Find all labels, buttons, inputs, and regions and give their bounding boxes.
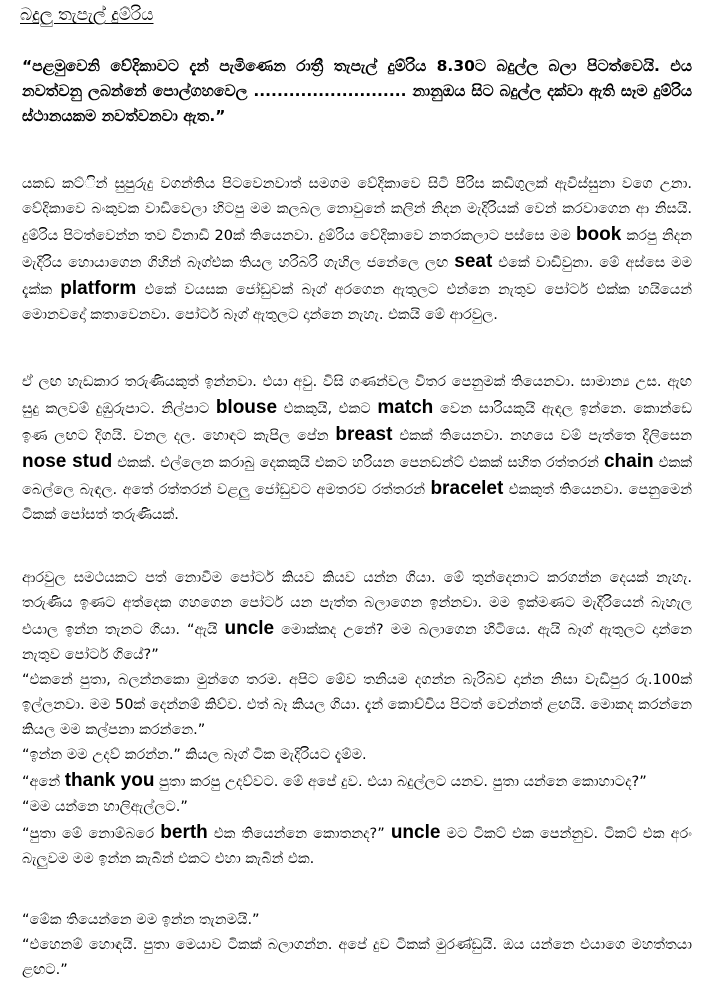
english-term: platform xyxy=(60,278,137,299)
english-term: bracelet xyxy=(430,478,504,499)
text-run: එකකුත් තියෙනවා. පෙනුමෙන් ටිකක් පෝසත් තරුණියක්. xyxy=(22,482,692,523)
paragraph-line xyxy=(22,908,692,933)
text-run: එකක් තියෙනවා. නහයෙ වම් පැත්තෙ දිලිසෙන xyxy=(392,428,693,444)
text-run: “මම යන්නෙ හාලිඇල්ලට.” xyxy=(22,799,188,815)
paragraph xyxy=(22,370,692,528)
text-run: මට ටිකට් එක පෙන්නුව. ටිකට් එක අරං බැලුවම මම ඉන්න කැබින් එකට එහා කැබින් එක. xyxy=(22,826,692,867)
english-term: uncle xyxy=(224,618,275,639)
text-run: එකක්. එල්ලෙන කරාබු දෙකකුයි එකට හරියන පෙනඩන්ට් එකක් සහිත රත්තරන් xyxy=(112,455,604,471)
text-run: “මේක තියෙන්නෙ මම ඉන්න තැනමයි.” xyxy=(22,912,260,928)
station-announcement-quote: “පළමුවෙනි වේදිකාවට දැන් පැමිණෙන රාත්‍රී තැපැල් දුම්රිය 8.30ට බදුල්ල බලා පිටත්වෙයි. එය නවත්වනු ලබන්නේ පොල්ගහවෙල .......................... නානුඔය සිට බදුල්ල දක්වා ඇති සෑම දුම්රිය ස්ථානයකම නවත්වනවා ඇත.” xyxy=(22,57,692,125)
paragraph xyxy=(22,908,692,983)
paragraph-line xyxy=(22,566,692,668)
text-run: “ඉන්න මම උදව් කරන්න.” කියල බෑග් ටික මැදිරියට දැම්ම. xyxy=(22,747,367,763)
paragraph-line xyxy=(22,933,692,983)
paragraph-line xyxy=(22,768,692,795)
text-run: “එකනේ පුතා, බලන්නකො මුන්ගෙ තරම. අපිට මේව තනියම දගන්න බැරිබව දාන්න නිසා වැඩිපුර රු.100ක් ඉල්ලනවා. මම 50ක් දෙන්නම් කිව්ව. එත් බෑ කියල ගියා. දැන් කොච්චිය පිටත් වෙන්නත් ළඟයි. මොකද කරන්නෙ කියල මම කල්පනා කරන්නෙ.” xyxy=(22,672,692,738)
text-run: කරපු නිදන මැදිරිය හොයාගෙන ගිහින් බෑග්එක තියල හරිබරි ගැහිල ජනේලෙ ලඟ xyxy=(22,228,693,271)
paragraph xyxy=(22,172,692,328)
paragraph-line xyxy=(22,668,692,743)
english-term: berth xyxy=(160,822,208,843)
english-term: blouse xyxy=(215,397,278,418)
text-run: එකේ වාඩිවුනා. මේ අස්සෙ මම දැක්ක xyxy=(22,255,692,298)
text-run: යකඩ කට්ින් සුපුරුදු වගන්තිය පිටවෙනවාත් සමගම වේදිකාවෙ සිටි පිරිස කඩිගුලක් ඇවිස්සුනා වගෙ උනා. වේදිකාවෙ බංකුවක වාඩිවෙලා හිටපු මම කලබල නොවුනේ කලින් නිදන මැදිරියක් වෙන් කරවාගෙන ආ නිසයි. දුම්රිය පිටත්වෙන්න තව විනාඩි 20ක් තියෙනවා. දුම්රිය වේදිකාවෙ නතරකලාට පස්සෙ මම xyxy=(22,176,692,244)
text-run: “අනේ xyxy=(22,774,65,790)
english-term: nose stud xyxy=(22,451,113,472)
text-run: වෙන සාරියකුයි ඇඳල ඉන්නෙ. කොන්ඩෙ ඉණ ලඟට දිගයි. වනල දල. හොඳට කැපිල පේන xyxy=(22,401,693,444)
paragraph-line xyxy=(22,172,692,328)
paragraph xyxy=(22,566,692,872)
english-term: match xyxy=(377,397,434,418)
english-term: seat xyxy=(454,251,493,272)
text-run: එකේ වයසක ජෝඩුවක් බෑග් අරගෙන ඇතුලට එන්නෙ නැතුව පෝටර් එක්ක හයියෙන් මොනවදෝ කතාවෙනවා. පෝටර් බෑග් ඇතුලට දාන්නෙ නැහැ. එකයි මේ ආරවුල. xyxy=(22,282,692,323)
text-run: එකකුයි, එකට xyxy=(277,401,378,417)
paragraph-line xyxy=(22,795,692,820)
text-run: මොක්කද උනේ? මම බලාගෙන හිටියෙ. ඇයි බෑග් ඇතුලට දාන්නෙ නැතුව පෝටර් ගියේ?” xyxy=(22,622,692,663)
text-run: පුතා කරපු උදව්වට. මේ අපේ දුව. එයා බදුල්ලට යනව. පුතා යන්නෙ කොහාටද?” xyxy=(154,774,647,790)
english-term: uncle xyxy=(390,822,441,843)
text-run: ඒ ලඟ හැඩකාර තරුණියකුත් ඉන්නවා. එයා අවු. විසි ගණන්වල විතර පෙනුමක් තියෙනවා. සාමාන්‍ය උස. ඇඟ සුදු කලවම් දුඹුරුපාට. නිල්පාට xyxy=(22,374,692,417)
english-term: chain xyxy=(603,451,654,472)
english-term: book xyxy=(575,224,622,245)
page-title: බදුලු තැපැල් දුම්රිය xyxy=(20,5,154,25)
text-run: ආරවුල සමථයකට පත් නොවීම පෝටර් කියව කියව යන්න ගියා. මේ තුන්දෙනාට කරගන්න දෙයක් නැහැ. තරුණිය ඉණට අත්දෙක ගහගෙන පෝටර් යන පැත්ත බලාගෙන ඉන්නවා. මම ඉක්මණට මැදිරියෙන් බැහැල එයාල ඉන්න තැනට ගියා. “ඇයි xyxy=(22,570,692,638)
paragraph-line xyxy=(22,370,692,528)
text-run: “පුතා මේ නොම්බරෙ xyxy=(22,826,161,842)
english-term: breast xyxy=(335,424,393,445)
english-term: thank you xyxy=(64,770,155,791)
text-run: එකක් බෙල්ලෙ බැඳල. අතේ රත්තරන් වළලු ජෝඩුවට අමතරව රත්තරන් xyxy=(22,455,693,498)
text-run: “එහෙනම් හොඳයි. පුතා මෙයාව ටිකක් බලාගන්න. අපේ දුව ටිකක් මුරණ්ඩුයි. ඔය යන්නෙ එයාගෙ මහත්තයා ළඟට.” xyxy=(22,937,692,978)
text-run: එක තියෙන්නෙ කොතනද?” xyxy=(207,826,391,842)
paragraph-line xyxy=(22,820,692,872)
paragraph-line xyxy=(22,743,692,768)
